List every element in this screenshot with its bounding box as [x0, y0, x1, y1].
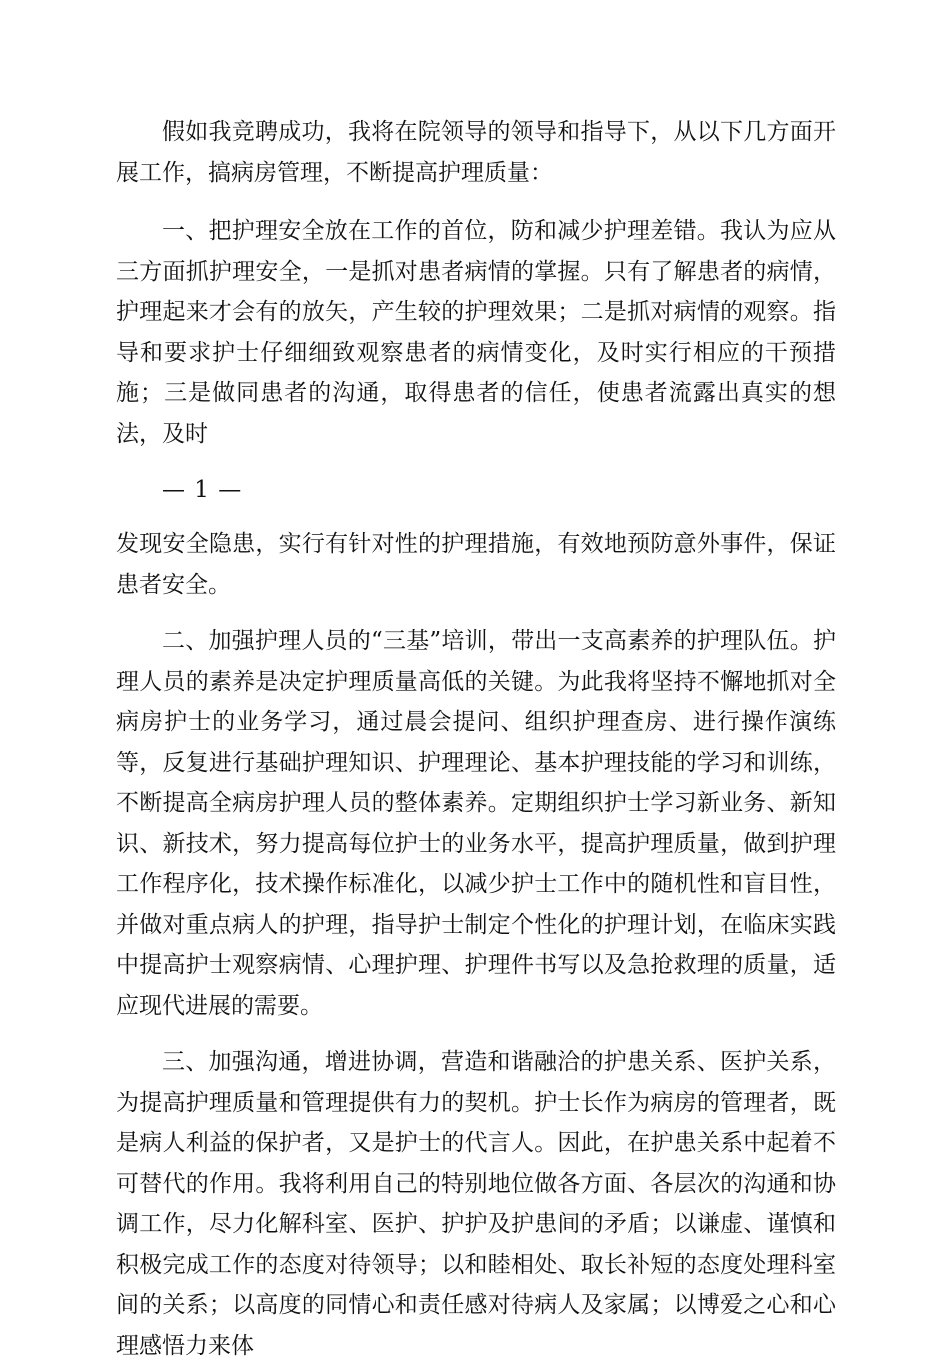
paragraph-section-two: 二、加强护理人员的“三基”培训，带出一支高素养的护理队伍。护理人员的素养是决定护理质量高低的关键。为此我将坚持不懈地抓对全病房护士的业务学习，通过晨会提问、组织护理查房、进行操作演练等，反复进行基础护理知识、护理理论、基本护理技能的学习和训练，不断提高全病房护理人员的整体素养。定期组织护士学习新业务、新知识、新技术，努力提高每位护士的业务水平，提高护理质量，做到护理工作程序化，技术操作标准化，以减少护士工作中的随机性和盲目性，并做对重点病人的护理，指导护士制定个性化的护理计划，在临床实践中提高护士观察病情、心理护理、护理件书写以及急抢救理的质量，适应现代进展的需要。: [116, 628, 836, 1019]
document-page: [116, 112, 836, 1366]
paragraph-intro: 假如我竞聘成功，我将在院领导的领导和指导下，从以下几方面开展工作，搞病房管理，不断提高护理质量：: [116, 119, 836, 186]
paragraph-section-one-continued: 发现安全隐患，实行有针对性的护理措施，有效地预防意外事件，保证患者安全。: [116, 531, 836, 598]
paragraph-section-three: 三、加强沟通，增进协调，营造和谐融洽的护患关系、医护关系，为提高护理质量和管理提供有力的契机。护士长作为病房的管理者，既是病人利益的保护者，又是护士的代言人。因此，在护患关系中起着不可替代的作用。我将利用自己的特别地位做各方面、各层次的沟通和协调工作，尽力化解科室、医护、护护及护患间的矛盾；以谦虚、谨慎和积极完成工作的态度对待领导；以和睦相处、取长补短的态度处理科室间的关系；以高度的同情心和责任感对待病人及家属；以博爱之心和心理感悟力来体: [116, 1049, 836, 1359]
page-number: — 1 —: [162, 477, 243, 503]
paragraph-section-one: 一、把护理安全放在工作的首位，防和减少护理差错。我认为应从三方面抓护理安全，一是抓对患者病情的掌握。只有了解患者的病情，护理起来才会有的放矢，产生较的护理效果；二是抓对病情的观察。指导和要求护士仔细细致观察患者的病情变化，及时实行相应的干预措施；三是做同患者的沟通，取得患者的信任，使患者流露出真实的想法，及时: [116, 218, 836, 447]
